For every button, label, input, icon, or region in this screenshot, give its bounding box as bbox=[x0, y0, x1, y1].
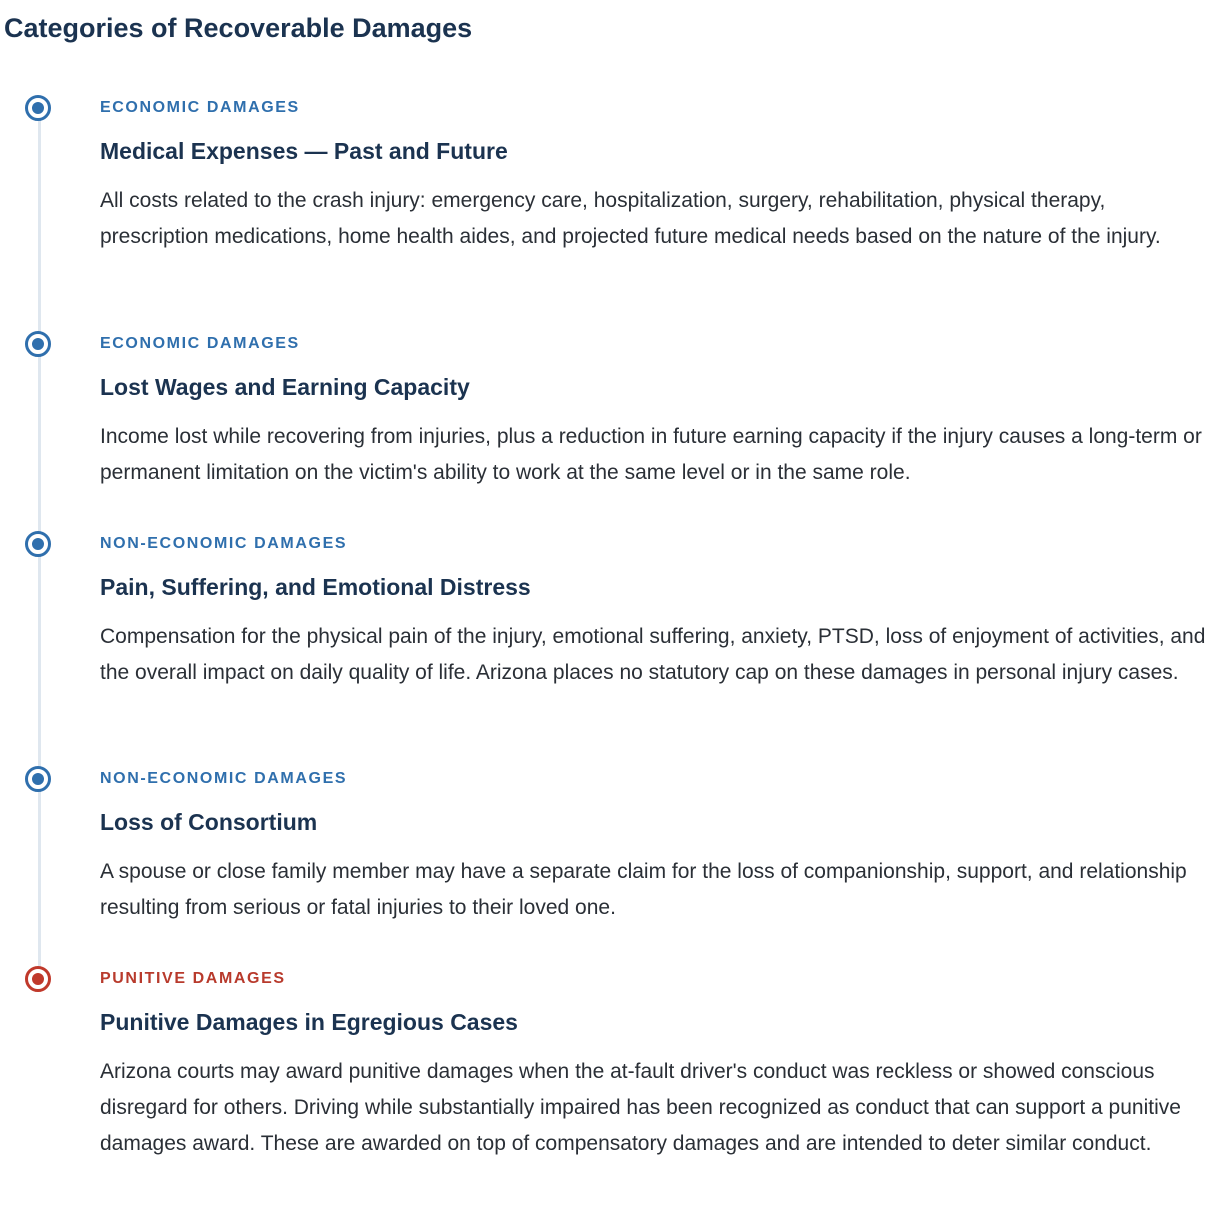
category-label: ECONOMIC DAMAGES bbox=[100, 99, 300, 116]
entry-description: A spouse or close family member may have a separate claim for the loss of companionship, support, and relationship resulting from serious or fatal injuries to their loved one. bbox=[100, 860, 1187, 919]
category-label: PUNITIVE DAMAGES bbox=[100, 970, 286, 987]
entry-heading: Pain, Suffering, and Emotional Distress bbox=[100, 574, 531, 600]
entry-description: Arizona courts may award punitive damages when the at-fault driver's conduct was reckless or showed conscious disregard for others. Driving while substantially impaired has been recognized as conduct that can support a punitive damages award. These are awarded on top of compensatory damages and are intended to deter similar conduct. bbox=[100, 1060, 1181, 1155]
circle-dot-icon bbox=[25, 531, 51, 557]
entry-description: Income lost while recovering from injuries, plus a reduction in future earning capacity if the injury causes a long-term or permanent limitation on the victim's ability to work at the same level or in the same role. bbox=[100, 425, 1202, 484]
entry-heading: Lost Wages and Earning Capacity bbox=[100, 374, 470, 400]
page-title: Categories of Recoverable Damages bbox=[4, 13, 473, 43]
entry-description: All costs related to the crash injury: emergency care, hospitalization, surgery, rehabilitation, physical therapy, prescription medications, home health aides, and projected future medical needs based on the nature of the injury. bbox=[100, 189, 1161, 248]
circle-dot-icon bbox=[25, 331, 51, 357]
circle-dot-icon bbox=[25, 966, 51, 992]
category-label: NON-ECONOMIC DAMAGES bbox=[100, 770, 348, 787]
circle-dot-icon bbox=[25, 95, 51, 121]
entry-description: Compensation for the physical pain of the injury, emotional suffering, anxiety, PTSD, loss of enjoyment of activities, and the overall impact on daily quality of life. Arizona places no statutory cap on these damages in personal injury cases. bbox=[100, 625, 1206, 684]
entry-heading: Loss of Consortium bbox=[100, 809, 318, 835]
circle-dot-icon bbox=[25, 766, 51, 792]
category-label: ECONOMIC DAMAGES bbox=[100, 335, 300, 352]
entry-heading: Medical Expenses — Past and Future bbox=[100, 138, 508, 164]
category-label: NON-ECONOMIC DAMAGES bbox=[100, 535, 348, 552]
entry-heading: Punitive Damages in Egregious Cases bbox=[100, 1009, 518, 1035]
